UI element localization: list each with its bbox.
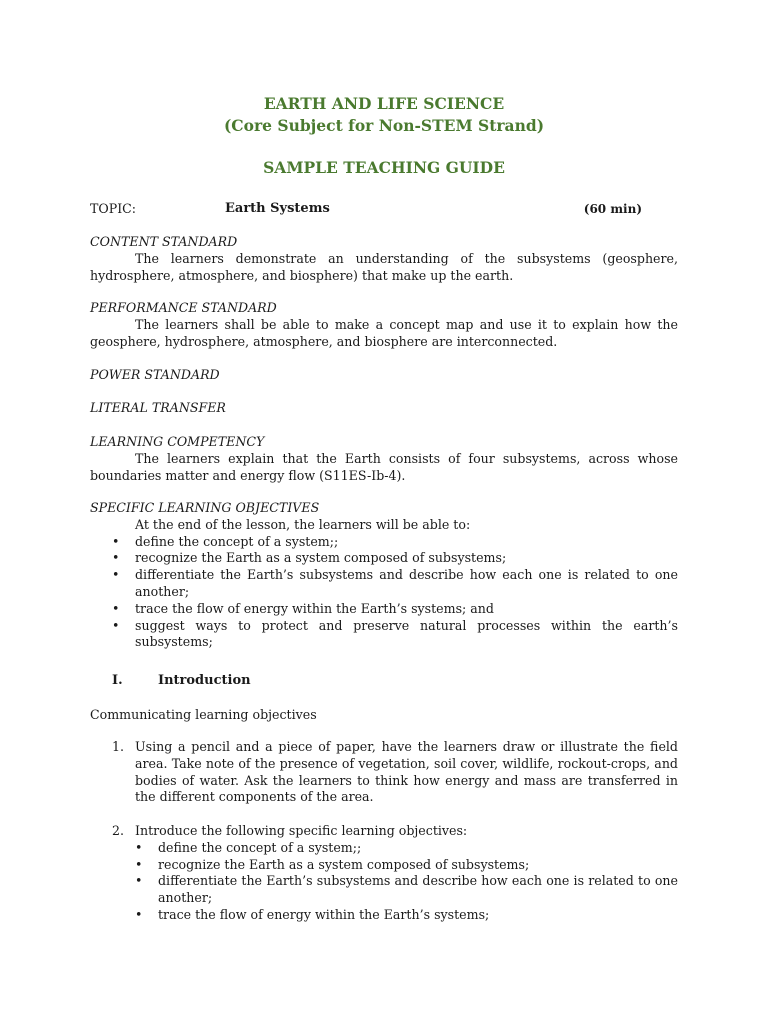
step-item xyxy=(90,739,678,806)
guide-title: SAMPLE TEACHING GUIDE xyxy=(263,158,505,177)
step-number: 2. xyxy=(112,823,125,838)
section-title: Introduction xyxy=(158,673,251,688)
objectives-heading: SPECIFIC LEARNING OBJECTIVES xyxy=(90,500,320,515)
bullet-icon: • xyxy=(112,533,120,549)
bullet-icon: • xyxy=(112,567,120,583)
list-item: • trace the flow of energy within the Earth’s systems; and xyxy=(112,600,494,616)
power-standard-section xyxy=(90,367,678,384)
step-text: Using a pencil and a piece of paper, have the learners draw or illustrate the field area. Take note of the presence of vegetation, soil cover, wildlife, rockout-crops, and bodies of water. Ask the learners to think how energy and mass are transferred in the different components of the area. xyxy=(135,739,678,805)
bullet-icon: • xyxy=(112,617,120,633)
objectives-section xyxy=(90,500,678,651)
bullet-icon: • xyxy=(112,550,120,566)
document-subtitle: (Core Subject for Non-STEM Strand) xyxy=(223,116,545,135)
list-item: • recognize the Earth as a system composed of subsystems; xyxy=(112,550,507,566)
content-standard-section xyxy=(90,234,678,284)
bullet-icon: • xyxy=(112,600,120,616)
list-item: • define the concept of a system;; xyxy=(112,533,339,549)
objectives-list xyxy=(90,534,678,652)
content-standard-text: The learners demonstrate an understanding of the subsystems (geosphere, hydrosphere, atmosphere, and biosphere) that make up the earth. xyxy=(90,250,678,283)
step-objectives-list xyxy=(135,840,678,924)
learning-competency-section xyxy=(90,434,678,484)
content-standard-heading: CONTENT STANDARD xyxy=(90,234,238,249)
performance-standard-heading: PERFORMANCE STANDARD xyxy=(90,300,277,315)
step-number: 1. xyxy=(112,739,125,754)
document-title: EARTH AND LIFE SCIENCE xyxy=(263,94,505,113)
literal-transfer-heading: LITERAL TRANSFER xyxy=(90,400,226,415)
objectives-intro: At the end of the lesson, the learners will be able to: xyxy=(135,516,471,532)
section-subheading: Communicating learning objectives xyxy=(90,707,317,722)
section-number: I. xyxy=(112,673,123,688)
step-text: Introduce the following specific learning objectives: xyxy=(135,823,468,838)
list-item: • differentiate the Earth’s subsystems and describe how each one is related to one another; xyxy=(135,873,678,906)
topic-row xyxy=(90,200,678,218)
step-item xyxy=(90,823,678,924)
step-body xyxy=(135,823,678,924)
literal-transfer-section xyxy=(90,400,678,417)
topic-label: TOPIC: xyxy=(90,201,137,216)
performance-standard-text: The learners shall be able to make a concept map and use it to explain how the geosphere, hydrosphere, atmosphere, and biosphere are interconnected. xyxy=(90,316,678,349)
topic-duration: (60 min) xyxy=(583,202,642,216)
list-item: • define the concept of a system;; xyxy=(135,839,362,855)
bullet-icon: • xyxy=(135,856,143,872)
power-standard-heading: POWER STANDARD xyxy=(90,367,220,382)
list-item: • trace the flow of energy within the Earth’s systems; xyxy=(135,906,490,922)
bullet-icon: • xyxy=(135,839,143,855)
bullet-icon: • xyxy=(135,873,143,889)
topic-value: Earth Systems xyxy=(225,201,330,216)
bullet-icon: • xyxy=(135,906,143,922)
learning-competency-text: The learners explain that the Earth consists of four subsystems, across whose boundaries matter and energy flow (S11ES-Ib-4). xyxy=(90,450,678,483)
performance-standard-section xyxy=(90,300,678,350)
list-item: • suggest ways to protect and preserve natural processes within the earth’s subsystems; xyxy=(112,617,678,650)
list-item: • differentiate the Earth’s subsystems and describe how each one is related to one another; xyxy=(112,567,678,599)
document-page xyxy=(90,0,678,1024)
list-item: • recognize the Earth as a system composed of subsystems; xyxy=(135,856,530,872)
learning-competency-heading: LEARNING COMPETENCY xyxy=(90,434,265,449)
